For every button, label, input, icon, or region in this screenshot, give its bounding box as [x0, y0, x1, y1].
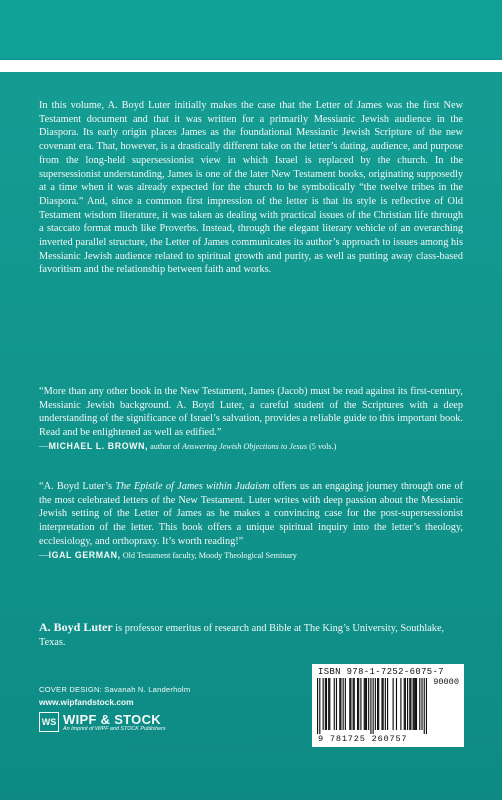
barcode-bar — [414, 678, 415, 730]
price-code: 90000 — [433, 677, 459, 687]
barcode-bar — [317, 678, 318, 734]
attribution-dash: — — [39, 440, 49, 452]
barcode-bar — [385, 678, 386, 730]
barcode-bar — [413, 678, 414, 730]
endorser-role — [148, 442, 336, 451]
barcode-bar — [357, 678, 358, 730]
barcode-bar — [334, 678, 335, 730]
endorser-name: MICHAEL L. BROWN, — [48, 440, 149, 451]
isbn-number: ISBN 978-1-7252-6075-7 — [318, 667, 444, 677]
barcode-bar — [364, 678, 365, 730]
barcode-bar — [370, 678, 371, 734]
author-name: A. Boyd Luter — [39, 620, 113, 634]
barcode-bar — [387, 678, 388, 730]
endorser-role: Old Testament faculty, Moody Theological Seminary — [120, 550, 297, 560]
barcode-bar — [340, 678, 341, 730]
barcode-bar — [378, 678, 379, 730]
barcode-bar — [345, 678, 346, 730]
isbn-barcode — [312, 664, 464, 747]
barcode-bar — [375, 678, 376, 730]
barcode-bar — [354, 678, 355, 730]
barcode-bar — [353, 678, 354, 730]
endorsement-text-start: “A. Boyd Luter’s — [39, 481, 116, 492]
barcode-bar — [393, 678, 394, 730]
barcode-bar — [366, 678, 367, 730]
cover-top-band — [0, 0, 502, 58]
barcode-bar — [419, 678, 420, 730]
attribution-dash: — — [39, 549, 49, 561]
barcode-bar — [365, 678, 366, 730]
barcode-bar — [368, 678, 369, 730]
publisher-tagline: An Imprint of WIPF and STOCK Publishers — [63, 725, 166, 732]
endorser-name: IGAL GERMAN, — [48, 549, 121, 560]
barcode-bar — [360, 678, 361, 730]
barcode-bar — [358, 678, 359, 730]
endorsement-book-title: The Epistle of James within Judaism — [115, 481, 270, 492]
barcode-bar — [326, 678, 327, 730]
barcode-bar — [319, 678, 320, 734]
barcode-bar — [377, 678, 378, 730]
endorsement-brown — [39, 385, 463, 454]
barcode-bar — [325, 678, 326, 730]
ean-digits: 9 781725 260757 — [318, 734, 408, 744]
barcode-bar — [415, 678, 416, 730]
endorser-role-suffix: (5 vols.) — [307, 441, 337, 451]
endorsement-text: “More than any other book in the New Testament, James (Jacob) must be read against its first-century, Messianic Jewish background. A. Boyd Luter, a careful student of the Scriptures with a deep understanding of the significance of Israel’s salvation, provides a reliable guide to this important book. Read and be enlightened as well as edified.” — [39, 386, 463, 439]
book-description: In this volume, A. Boyd Luter initially makes the case that the Letter of James was the first New Testament document and that it was written for a primarily Messianic Jewish audience in the Diaspora. Its early origin places James as the foundational Messianic Jewish Scripture of the new covenant era. That, however, is a drastically different take on the letter’s dating, audience, and purpose from the long-held supersessionist view in which Israel is replaced by the church. In the supersessionist understanding, James is one of the later New Testament books, originating supposedly at a time when it was already expected for the church to be symbolically “the twelve tribes in the Diaspora.” And, since a common first impression of the letter is that its style is reflective of Old Testament wisdom literature, it was taken as dealing with practical issues of the Christian life through a staccato format much like Proverbs. Instead, through the elegant literary vehicle of an overarching inverted parallel structure, the Letter of James communicates its author’s approach to issues among his Messianic Jewish audience related to spiritual growth and purity, as well as putting away class-based favoritism and the relationship between faith and works. — [39, 100, 463, 276]
author-bio-text: is professor emeritus of research and Bible at The King’s University, Southlake, Texas. — [39, 623, 445, 648]
barcode-bar — [329, 678, 330, 730]
barcode-bar — [383, 678, 384, 730]
barcode-bars-icon — [317, 678, 427, 734]
barcode-bar — [410, 678, 411, 730]
endorser-role-prefix: author of — [148, 441, 182, 451]
barcode-bar — [381, 678, 382, 730]
publisher-logo-block — [39, 712, 166, 732]
author-bio — [39, 620, 463, 650]
barcode-bar — [328, 678, 329, 730]
publisher-name: WIPF & STOCK — [63, 711, 161, 727]
publisher-website: www.wipfandstock.com — [39, 697, 134, 707]
ws-logo-icon: WS — [39, 712, 59, 732]
barcode-bar — [405, 678, 406, 730]
barcode-bar — [349, 678, 350, 730]
barcode-bar — [400, 678, 401, 730]
endorsement-attribution — [39, 441, 336, 452]
endorsement-german — [39, 480, 463, 562]
barcode-bar — [350, 678, 351, 730]
barcode-bar — [426, 678, 427, 734]
barcode-bar — [373, 678, 374, 734]
white-divider-rule — [0, 60, 502, 72]
endorsement-attribution — [39, 550, 297, 561]
barcode-bar — [343, 678, 344, 730]
cover-design-credit: COVER DESIGN: Savanah N. Landerholm — [39, 685, 191, 694]
barcode-bar — [424, 678, 425, 734]
barcode-bar — [409, 678, 410, 730]
barcode-bar — [416, 678, 417, 730]
endorsement-text-rest: offers us an engaging journey through one of the most celebrated letters of the New Testament. Luter writes with deep passion about the Messianic Jewish setting of the Letter of James as he makes a convincing case for the post-supersessionist interpretation of the letter. This book offers a unique spiritual inquiry into the letter’s theology, ecclesiology, and orthopraxy. It’s worth reading!” — [39, 481, 463, 547]
barcode-bar — [336, 678, 337, 730]
barcode-bar — [404, 678, 405, 730]
barcode-bar — [323, 678, 324, 730]
barcode-bar — [421, 678, 422, 730]
barcode-bar — [396, 678, 397, 730]
publisher-text — [63, 713, 166, 732]
endorser-work-title: Answering Jewish Objections to Jesus — [181, 441, 308, 451]
barcode-bar — [339, 678, 340, 730]
barcode-bar — [407, 678, 408, 730]
